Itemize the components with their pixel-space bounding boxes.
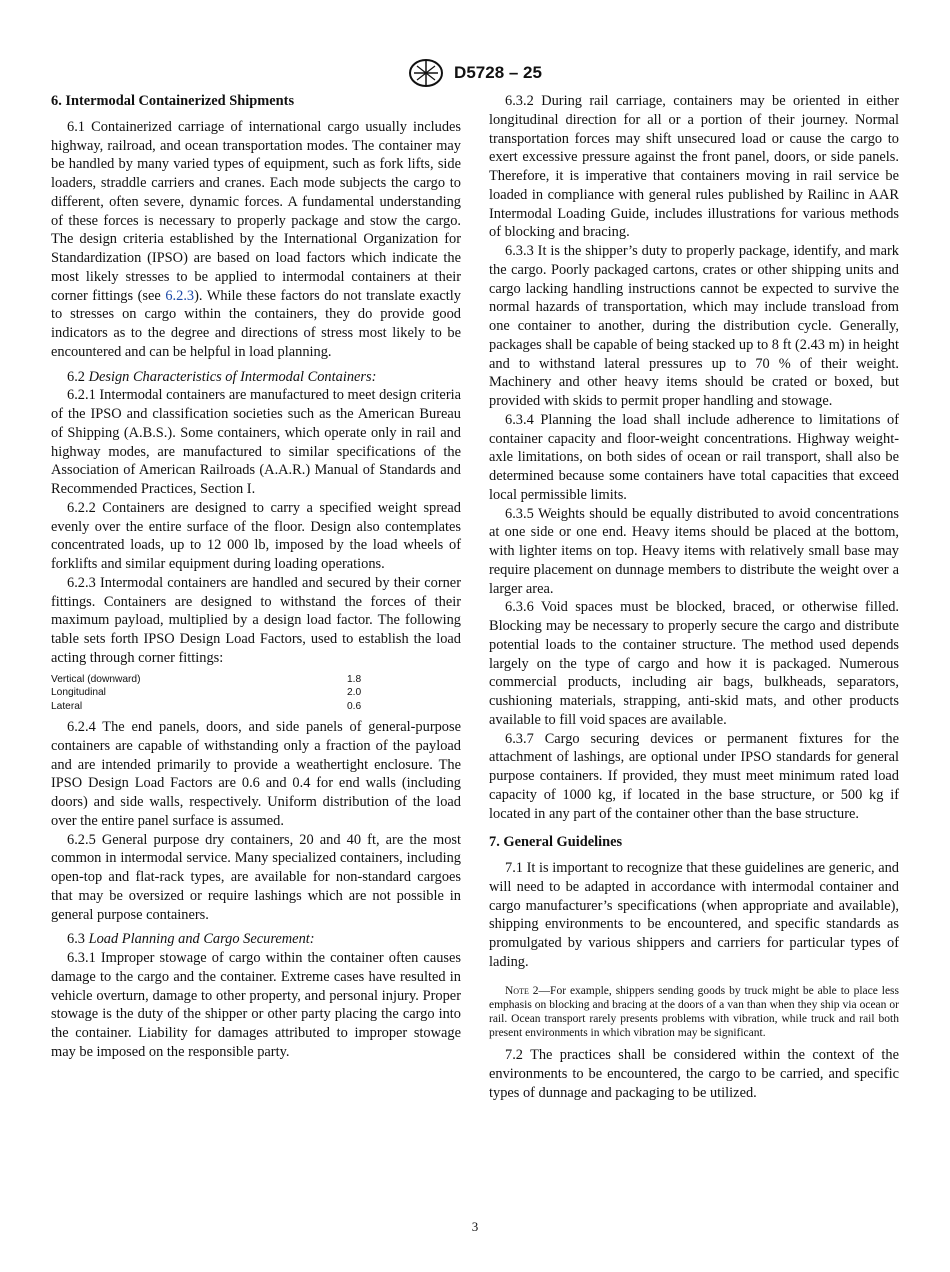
factor-value: 2.0 (347, 687, 362, 698)
note-label: Note 2 (505, 984, 539, 997)
page-number: 3 (471, 1219, 479, 1234)
paragraph-6-3-3: 6.3.3 It is the shipper’s duty to properly package, identify, and mark the cargo. Poorly packaged cartons, crates or other shipping units and cargo lacking handling instructions cannot be expected to survive the normal hazards of transportation, which may include transload from one container to another, during the distribution cycle. Generally, packages shall be capable of being stacked up to 8 ft (2.43 m) in height and to withstand lateral pressures up to 70 % of their weight. Machinery and other heavy items should be crated or boxed, but provided with skids to permit proper handling and stowage. (489, 243, 899, 409)
paragraph-6-1: 6.1 Containerized carriage of international cargo usually includes highway, railroad, and ocean transportation modes. The container may be handled by many varied types of equipment, such as fork lifts, side loaders, straddle carriers and cranes. Each mode subjects the cargo to different, often severe, dynamic forces. A fundamental understanding of these forces is necessary to properly package and stow the cargo. The design criteria established by the International Organization for Standardization (IPSO) are based on load factors which indicate the most likely stresses to be applied to intermodal containers at their corner fittings (see 6.2.3). While these factors do not translate exactly to stresses on cargo within the containers, they do provide good indicators as to the degree and directions of stress most likely to be encountered and can be helpful in load planning. (51, 118, 461, 360)
factor-label: Lateral (51, 700, 83, 712)
factor-label: Vertical (downward) (51, 673, 141, 685)
table-row (51, 700, 461, 714)
factor-label: Longitudinal (51, 687, 106, 698)
paragraph-6-3-6: 6.3.6 Void spaces must be blocked, braced, or otherwise filled. Blocking may be necessary to properly secure the cargo and distribute potential loads to the container structure. The method used depends largely on the type of cargo and how it is packaged. Numerous commercial products, including air bags, bulkheads, separators, cushioning materials, strapping, anti-skid mats, and other products available to fill void spaces are available. (489, 599, 899, 728)
load-factor-table (51, 673, 461, 714)
factor-value: 0.6 (347, 700, 362, 712)
astm-logo-icon (408, 58, 444, 88)
section-7-heading: 7. General Guidelines (489, 834, 623, 851)
paragraph-6-2-3: 6.2.3 Intermodal containers are handled and secured by their corner fittings. Containers are designed to withstand the forces of their maximum payload, multiplied by a design load factor. The following table sets forth IPSO Design Load Factors, used to establish the load acting through corner fittings: (51, 574, 461, 666)
note-text: —For example, shippers sending goods by truck might be able to place less emphasis on blocking and bracing at the doors of a van than when they ship via ocean or rail. Ocean transport rarely presents problems with vibration, while truck and rail both present environments in which vibration may be significant. (489, 984, 900, 1040)
paragraph-6-2-4: 6.2.4 The end panels, doors, and side panels of general-purpose containers are capable of withstanding only a fraction of the payload and are intended primarily to provide a weathertight enclosure. The IPSO Design Load Factors are 0.6 and 0.4 for end walls (including doors) and side walls, respectively. Uniform distribution of the load over the entire panel surface is assumed. (51, 719, 461, 829)
link-6-2-3[interactable]: 6.2.3 (165, 287, 195, 304)
standard-designation: D5728 – 25 (454, 63, 542, 82)
table-row (51, 673, 461, 687)
paragraph-7-2: 7.2 The practices shall be considered within the context of the environments to be encountered, the cargo to be carried, and specific types of dunnage and packaging to be utilized. (489, 1047, 899, 1101)
paragraph-6-3-2: 6.3.2 During rail carriage, containers may be oriented in either longitudinal direction for all or a portion of their journey. Normal transportation forces may shift unsecured load or cause the cargo to exert excessive pressure against the front panel, doors, or side panels. Therefore, it is imperative that containers moving in rail service be loaded in compliance with general rules published by Railinc in AAR Intermodal Loading Guide, includes illustrations for various methods of blocking and bracing. (489, 93, 899, 241)
paragraph-6-3-5: 6.3.5 Weights should be equally distributed to avoid concentrations at one side or one end. Heavy items should be placed at the bottom, with lighter items on top. Heavy items with relatively small base may require placement on dunnage members to distribute the weight over a larger area. (489, 505, 899, 597)
paragraph-6-3-7: 6.3.7 Cargo securing devices or permanent fixtures for the attachment of lashings, are optional under IPSO standards for general purpose containers. If provided, they must meet minimum rated load capacity of 1000 kg, if located in the base structure, or 500 kg if located in any part of the container other than the base structure. (489, 730, 899, 822)
paragraph-6-2-1: 6.2.1 Intermodal containers are manufactured to meet design criteria of the IPSO and classification societies such as the American Bureau of Shipping (A.B.S.). Some containers, which operate only in rail and highway modes, are manufactured to similar specifications of the Association of American Railroads (A.A.R.) Manual of Standards and Recommended Practices, Section I. (51, 387, 461, 497)
subsection-6-2-title: 6.2 Design Characteristics of Intermodal Containers: (67, 368, 377, 385)
left-column (51, 92, 461, 1062)
factor-value: 1.8 (347, 673, 362, 685)
paragraph-6-3-1: 6.3.1 Improper stowage of cargo within the container often causes damage to the cargo and the container. Extreme cases have resulted in vehicle overturn, damage to other property, and personal injury. Proper stowage is the duty of the shipper or other party placing the cargo into the container. Liability for damages attributed to improper stowage may be imposed on the responsible party. (51, 950, 461, 1060)
section-6-heading: 6. Intermodal Containerized Shipments (51, 93, 295, 109)
note-2 (489, 984, 899, 1041)
table-row (51, 686, 461, 700)
paragraph-6-2-5: 6.2.5 General purpose dry containers, 20 and 40 ft, are the most common in intermodal service. Many specialized containers, including open-top and flat-rack types, are available for non-standard cargoes that may be oversized or require lashings which are not possible in general purpose containers. (51, 831, 461, 923)
paragraph-7-1: 7.1 It is important to recognize that these guidelines are generic, and will need to be adapted in accordance with intermodal container and cargo manufacturer’s specifications (when appropriate and available), shipping environments to be encountered, and specific standards as promulgated by various shippers and carriers for particular types of lading. (489, 860, 899, 970)
page-header (0, 58, 950, 88)
paragraph-6-3-4: 6.3.4 Planning the load shall include adherence to limitations of container capacity and floor-weight concentrations. Highway weight-axle limitations, on both sides of ocean or rail transport, shall also be determined because some containers have total capacities that exceed local permissible limits. (489, 411, 899, 503)
right-column (489, 92, 899, 1103)
subsection-6-3-title: 6.3 Load Planning and Cargo Securement: (67, 931, 315, 948)
paragraph-6-2-2: 6.2.2 Containers are designed to carry a specified weight spread evenly over the entire surface of the floor. Design also contemplates concentrated loads, up to 12 000 lb, imposed by the load wheels of forklifts and similar equipment during loading operations. (51, 499, 461, 572)
